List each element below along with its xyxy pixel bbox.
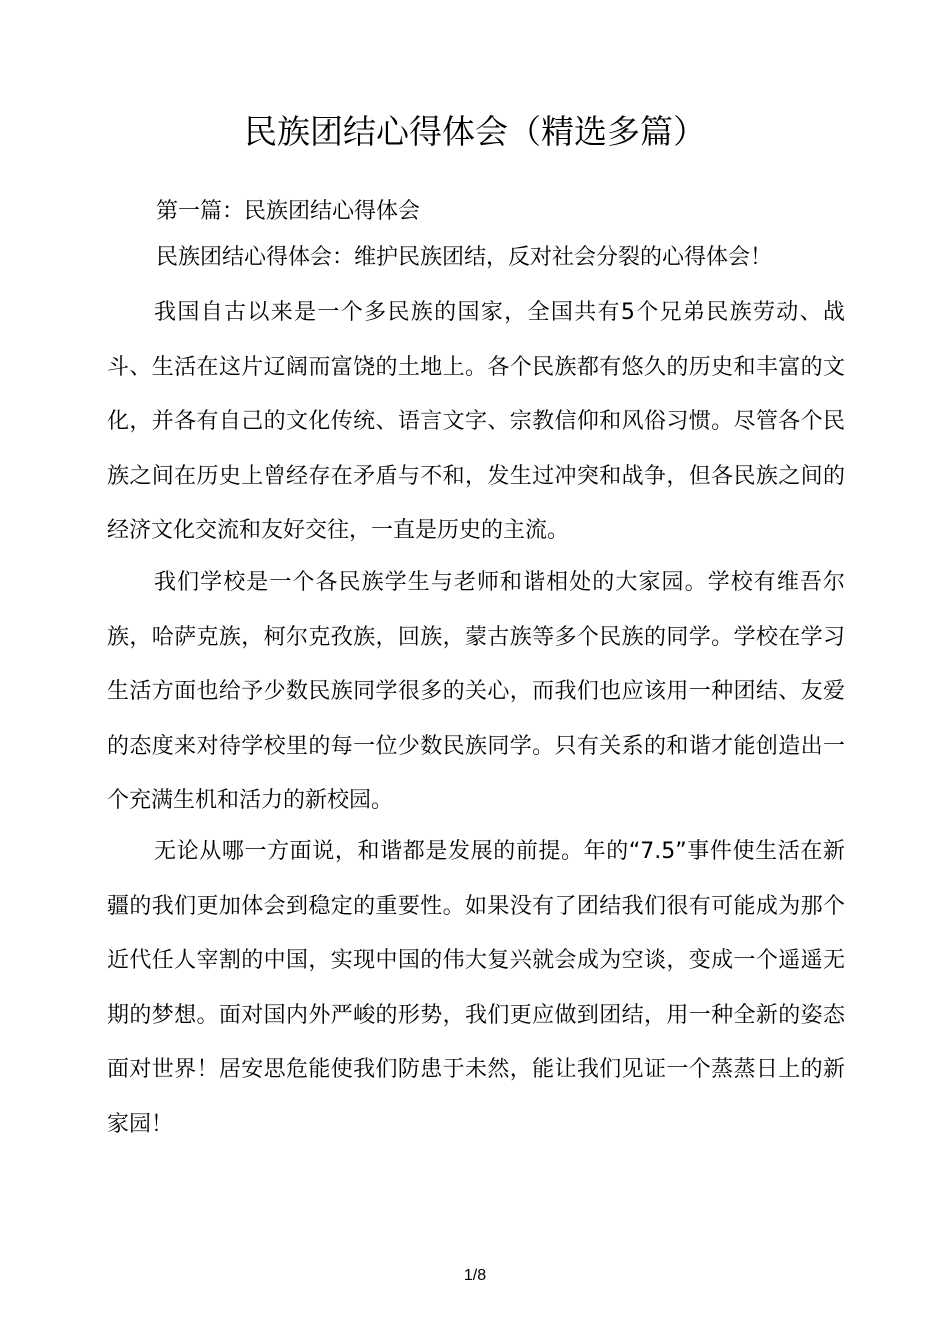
- body-paragraph-2: 我们学校是一个各民族学生与老师和谐相处的大家园。学校有维吾尔族，哈萨克族，柯尔克孜族，回族，蒙古族等多个民族的同学。学校在学习生活方面也给予少数民族同学很多的关心，而我们也应该用一种团结、友爱的态度来对待学校里的每一位少数民族同学。只有关系的和谐才能创造出一个充满生机和活力的新校园。: [107, 570, 845, 813]
- page-number: 1/8: [463, 1267, 487, 1284]
- body-paragraph-3: 无论从哪一方面说，和谐都是发展的前提。年的“7.5”事件使生活在新疆的我们更加体会到稳定的重要性。如果没有了团结我们很有可能成为那个近代任人宰割的中国，实现中国的伟大复兴就会成为空谈，变成一个遥遥无期的梦想。面对国内外严峻的形势，我们更应做到团结，用一种全新的姿态面对世界！居安思危能使我们防患于未然，能让我们见证一个蒸蒸日上的新家园！: [107, 839, 845, 1137]
- section-subtitle: 民族团结心得体会：维护民族团结，反对社会分裂的心得体会！: [156, 245, 773, 270]
- section-heading: 第一篇：民族团结心得体会: [156, 199, 421, 224]
- document-title: 民族团结心得体会（精选多篇）: [244, 112, 706, 151]
- body-paragraph-1: 我国自古以来是一个多民族的国家，全国共有5个兄弟民族劳动、战斗、生活在这片辽阔而富饶的土地上。各个民族都有悠久的历史和丰富的文化，并各有自己的文化传统、语言文字、宗教信仰和风俗习惯。尽管各个民族之间在历史上曾经存在矛盾与不和，发生过冲突和战争，但各民族之间的经济文化交流和友好交往，一直是历史的主流。: [107, 300, 845, 543]
